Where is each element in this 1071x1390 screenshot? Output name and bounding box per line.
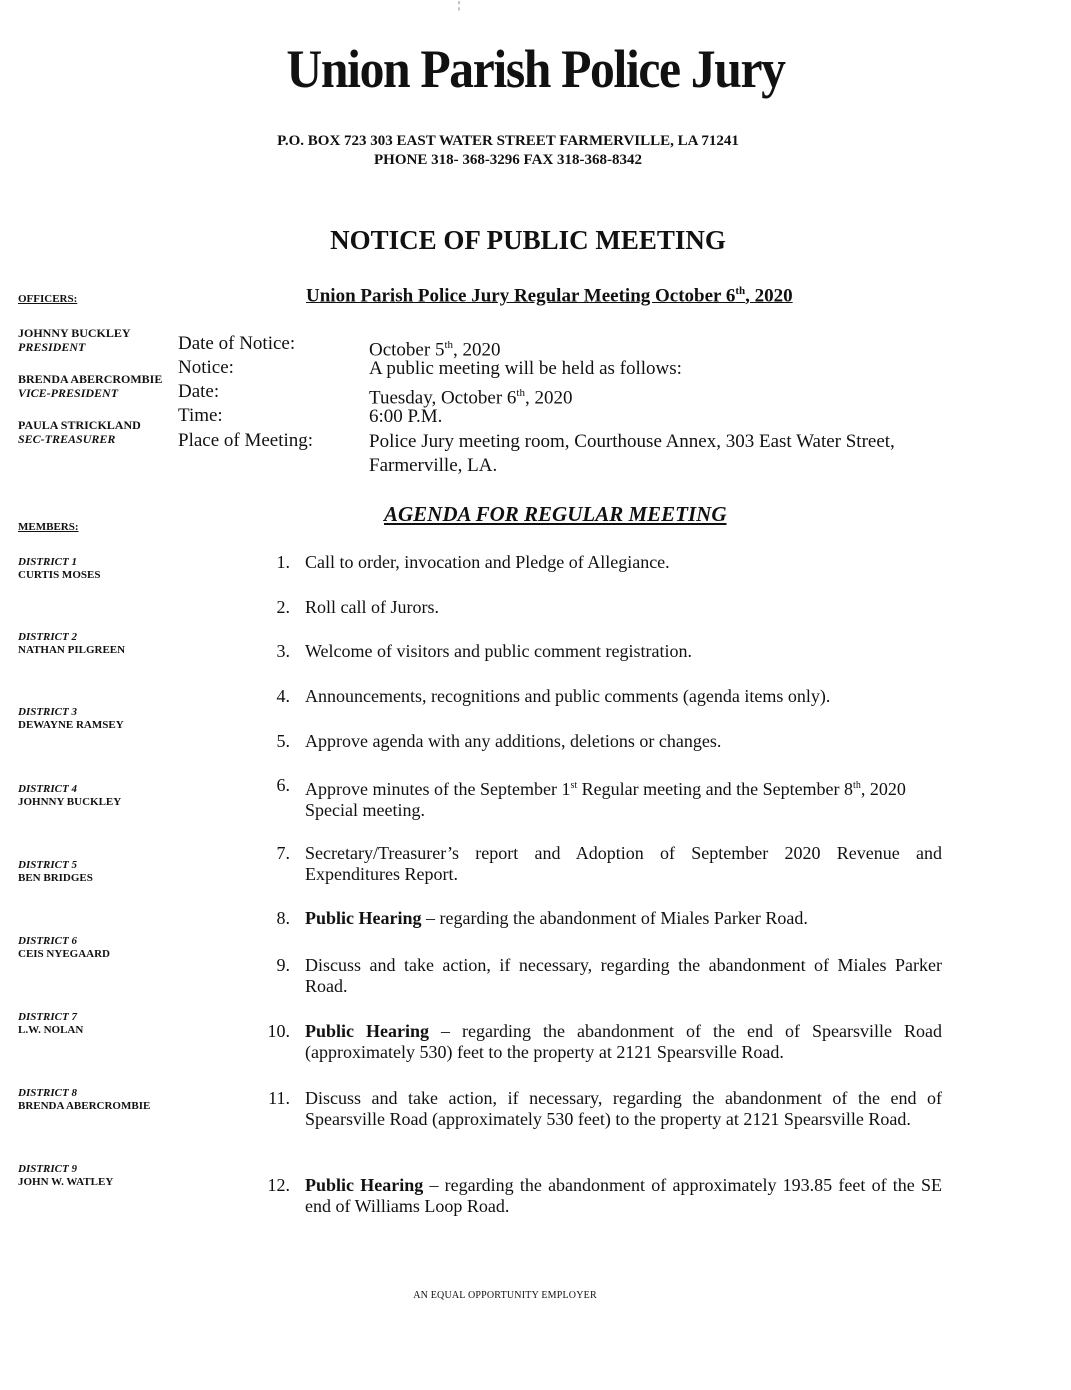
footer-equal-opportunity: AN EQUAL OPPORTUNITY EMPLOYER <box>413 1290 597 1301</box>
member-district-4: DISTRICT 4 JOHNNY BUCKLEY <box>18 783 122 808</box>
agenda-item-text: Secretary/Treasurer’s report and Adoption of September 2020 Revenue and Expenditures Report. <box>305 843 942 884</box>
agenda-item-number: 1. <box>276 552 290 572</box>
agenda-item-text: Approve agenda with any additions, deletions or changes. <box>305 731 722 751</box>
member-district-9: DISTRICT 9 JOHN W. WATLEY <box>18 1163 114 1188</box>
agenda-item-text: Public Hearing – regarding the abandonment of Miales Parker Road. <box>305 908 808 928</box>
agenda-item-number: 3. <box>276 641 290 661</box>
agenda-item-number: 10. <box>267 1021 290 1041</box>
member-district-5: DISTRICT 5 BEN BRIDGES <box>18 859 93 884</box>
agenda-item-number: 2. <box>276 597 290 617</box>
agenda-item-number: 12. <box>267 1175 290 1195</box>
agenda-heading: AGENDA FOR REGULAR MEETING <box>384 502 727 526</box>
organization-title: Union Parish Police Jury <box>286 39 785 99</box>
agenda-item-text: Roll call of Jurors. <box>305 597 439 617</box>
notice-heading: NOTICE OF PUBLIC MEETING <box>330 225 726 255</box>
member-district-7: DISTRICT 7 L.W. NOLAN <box>18 1011 84 1036</box>
agenda-item-number: 7. <box>276 843 290 863</box>
agenda-item-number: 9. <box>276 955 290 975</box>
agenda-item-number: 6. <box>276 775 290 795</box>
detail-label-notice: Notice: <box>178 357 234 378</box>
contact-address: P.O. BOX 723 303 EAST WATER STREET FARMERVILLE, LA 71241 <box>277 133 739 149</box>
officer-president: JOHNNY BUCKLEY PRESIDENT <box>18 326 131 354</box>
officer-sec-treasurer: PAULA STRICKLAND SEC-TREASURER <box>18 418 141 446</box>
member-district-8: DISTRICT 8 BRENDA ABERCROMBIE <box>18 1087 151 1112</box>
agenda-item-text: Discuss and take action, if necessary, regarding the abandonment of the end of Spearsville Road (approximately 530 feet) to the property at 2121 Spearsville Road. <box>305 1088 942 1129</box>
detail-value-place: Police Jury meeting room, Courthouse Annex, 303 East Water Street, Farmerville, LA. <box>369 431 895 476</box>
detail-label-time: Time: <box>178 405 223 426</box>
scan-mark: ¦ <box>458 0 461 11</box>
agenda-item-text: Approve minutes of the September 1st Regular meeting and the September 8th, 2020 Special meeting. <box>305 779 906 820</box>
officer-vice-president: BRENDA ABERCROMBIE VICE-PRESIDENT <box>18 372 163 400</box>
member-district-6: DISTRICT 6 CEIS NYEGAARD <box>18 935 110 960</box>
agenda-item-number: 11. <box>268 1088 290 1108</box>
agenda-item-text: Public Hearing – regarding the abandonment of the end of Spearsville Road (approximately 530) feet to the property at 2121 Spearsville Road. <box>305 1021 943 1062</box>
meeting-title: Union Parish Police Jury Regular Meeting October 6th, 2020 <box>306 285 793 307</box>
agenda-item-number: 5. <box>276 731 290 751</box>
detail-value-notice: A public meeting will be held as follows: <box>369 358 682 379</box>
agenda-item-number: 4. <box>276 686 290 706</box>
agenda-item-number: 8. <box>276 908 290 928</box>
members-heading: MEMBERS: <box>18 521 79 533</box>
detail-label-date-of-notice: Date of Notice: <box>178 333 296 354</box>
officers-heading: OFFICERS: <box>18 293 78 305</box>
agenda-item-text: Discuss and take action, if necessary, regarding the abandonment of Miales Parker Road. <box>305 955 942 996</box>
detail-label-place: Place of Meeting: <box>178 430 314 451</box>
detail-value-date: Tuesday, October 6th, 2020 <box>369 387 573 409</box>
detail-value-time: 6:00 P.M. <box>369 406 443 427</box>
member-district-2: DISTRICT 2 NATHAN PILGREEN <box>18 631 126 656</box>
agenda-item-text: Public Hearing – regarding the abandonment of approximately 193.85 feet of the SE end of Williams Loop Road. <box>305 1175 943 1216</box>
member-district-3: DISTRICT 3 DEWAYNE RAMSEY <box>18 706 124 731</box>
detail-value-date-of-notice: October 5th, 2020 <box>369 339 501 361</box>
detail-label-date: Date: <box>178 381 220 402</box>
agenda-item-text: Welcome of visitors and public comment registration. <box>305 641 692 661</box>
contact-phone-fax: PHONE 318- 368-3296 FAX 318-368-8342 <box>373 152 643 168</box>
member-district-1: DISTRICT 1 CURTIS MOSES <box>18 556 101 581</box>
agenda-item-text: Call to order, invocation and Pledge of Allegiance. <box>305 552 670 572</box>
agenda-item-text: Announcements, recognitions and public comments (agenda items only). <box>305 686 831 706</box>
